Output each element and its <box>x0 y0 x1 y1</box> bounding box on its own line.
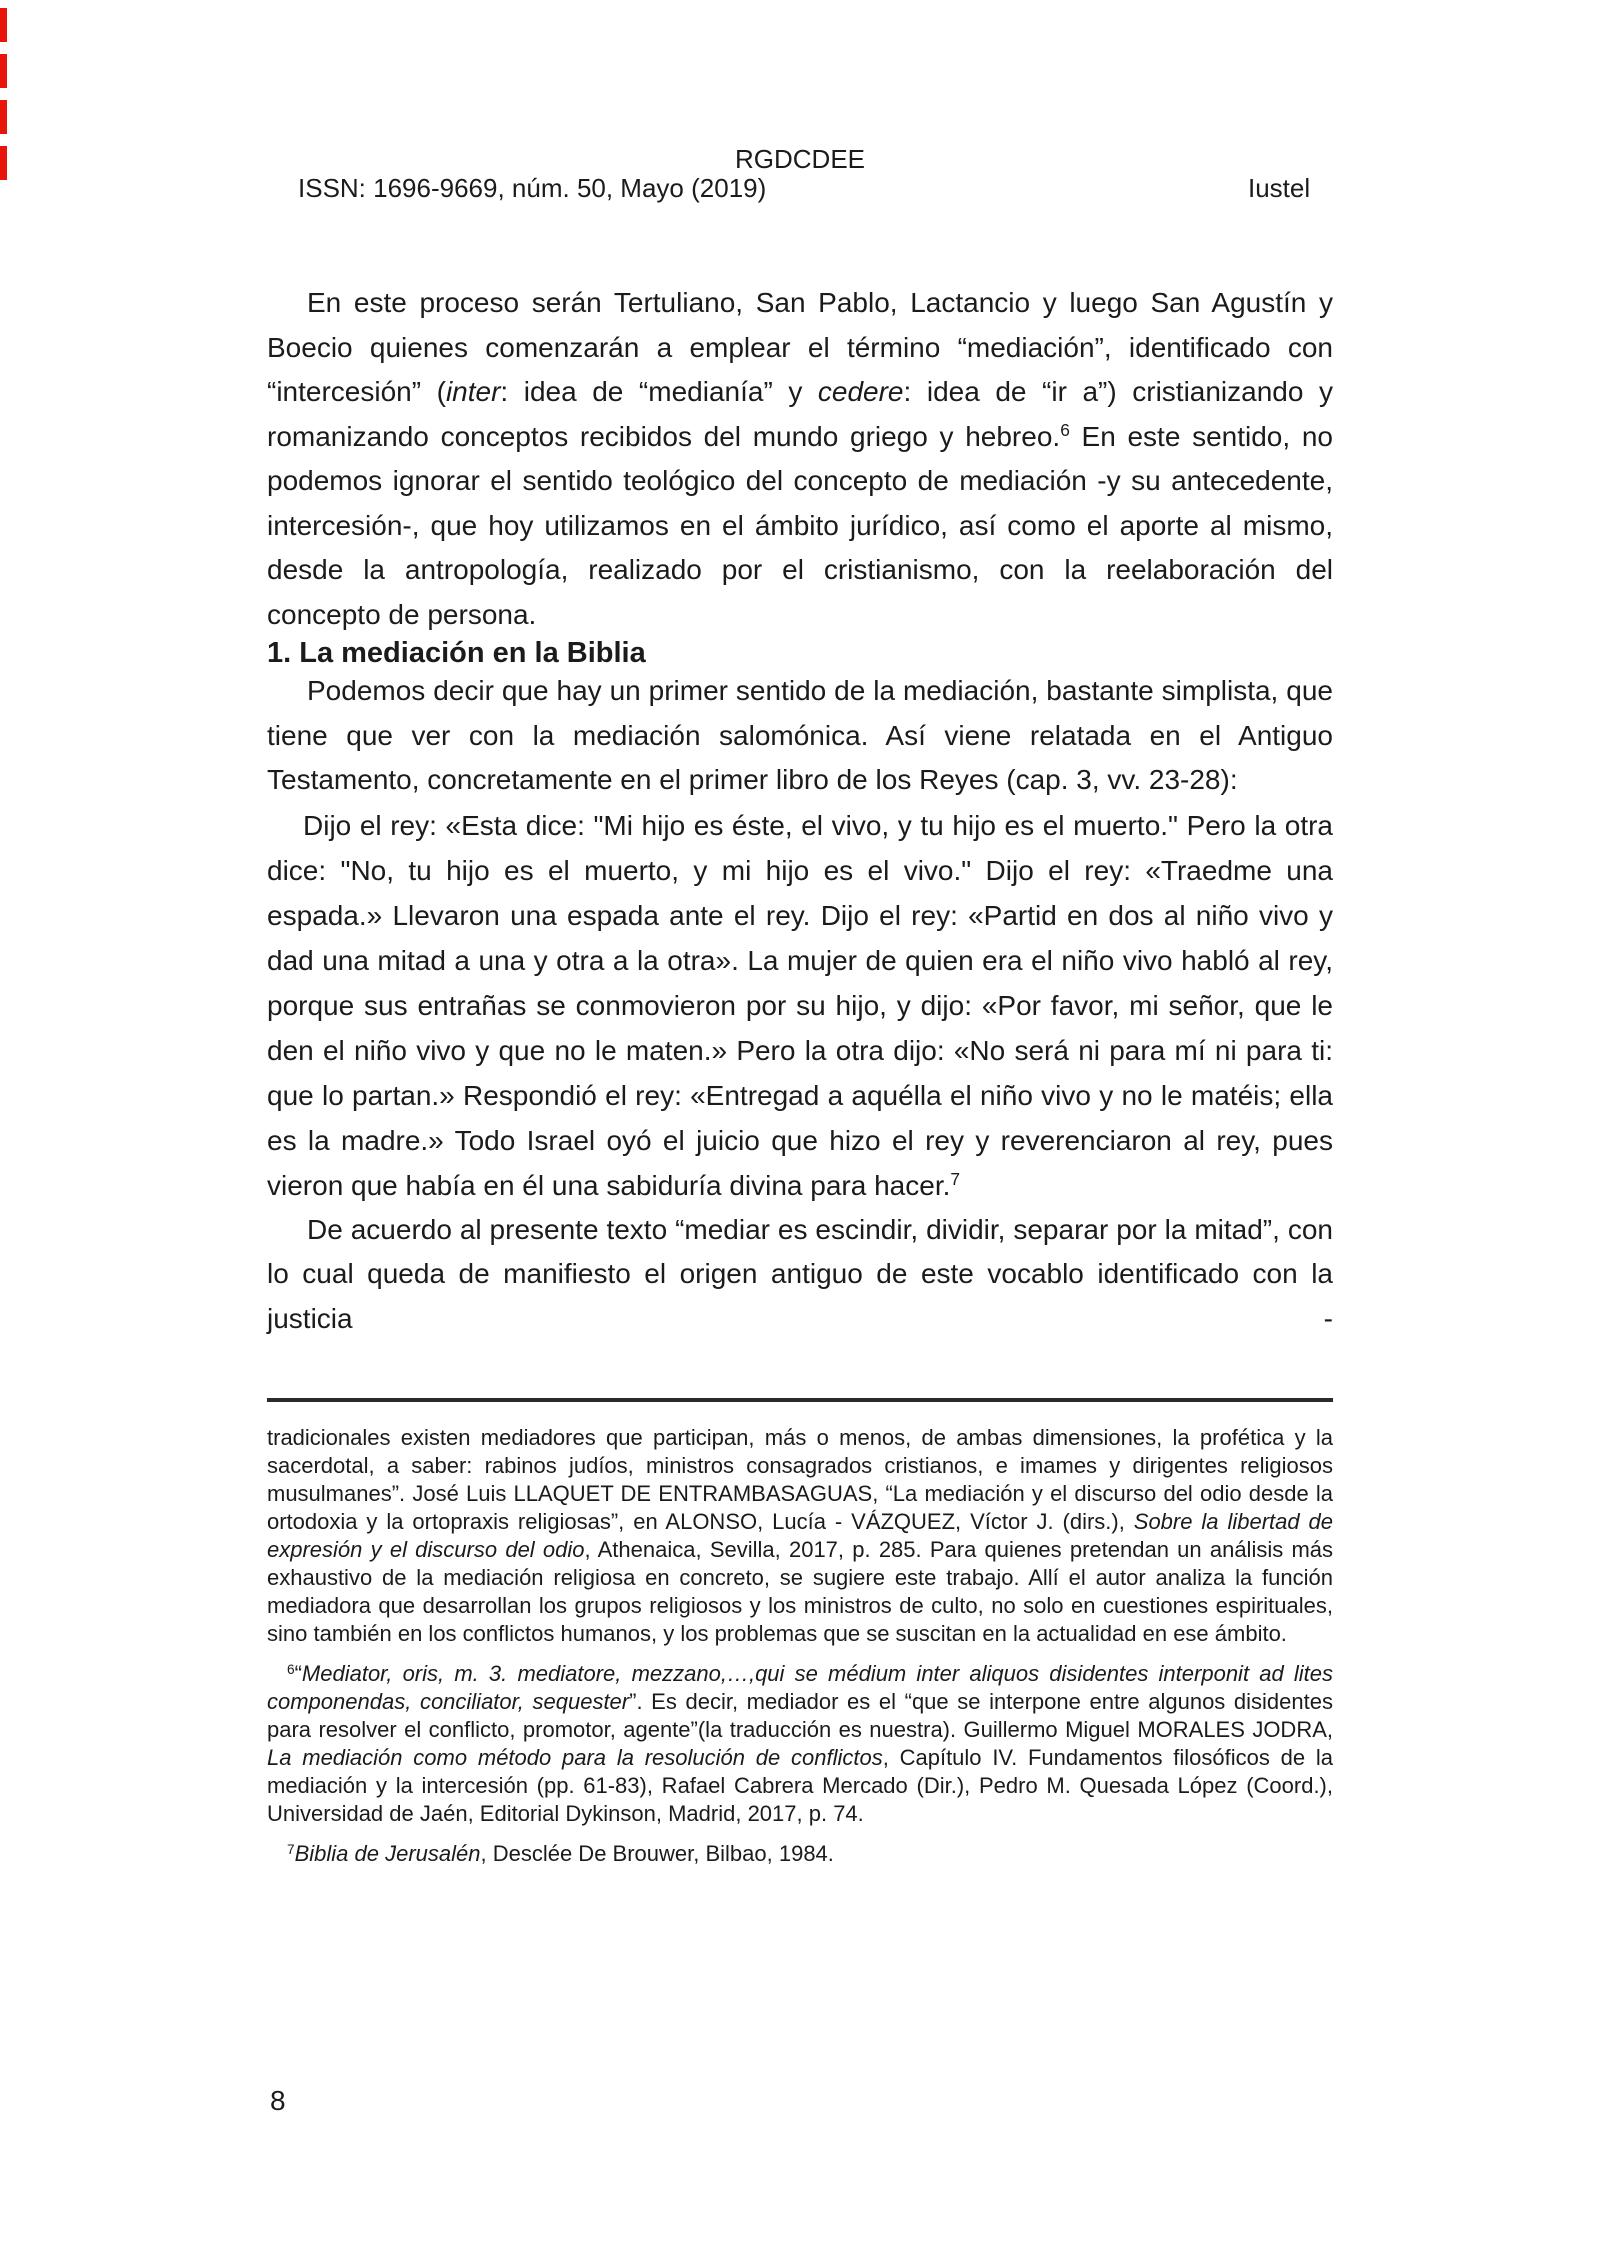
footnotes-block <box>267 1424 1333 1868</box>
issn-line: ISSN: 1696-9669, núm. 50, Mayo (2019) <box>298 173 767 203</box>
page-number: 8 <box>270 2085 286 2116</box>
journal-code: RGDCDEE <box>734 144 865 174</box>
body-paragraph-1: En este proceso serán Tertuliano, San Pablo, Lactancio y luego San Agustín y Boecio quienes comenzarán a emplear el término “mediación”, identificado con “intercesión” (inter: idea de “medianía” y cedere: idea de “ir a”) cristianizando y romanizando conceptos recibidos del mundo griego y hebreo.$^6$ En este sentido, no podemos ignorar el sentido teológico del concepto de mediación -y su antecedente, intercesión-, que hoy utilizamos en el ámbito jurídico, así como el aporte al mismo, desde la antropología, realizado por el cristianismo, con la reelaboración del concepto de persona. <box>267 287 1333 630</box>
section-heading: 1. La mediación en la Biblia <box>267 637 646 669</box>
footnote-continuation: tradicionales existen mediadores que participan, más o menos, de ambas dimensiones, la profética y la sacerdotal, a saber: rabinos judíos, ministros consagrados cristianos, e imames y dirigentes religiosos musulmanes”. José Luis LLAQUET DE ENTRAMBASAGUAS, “La mediación y el discurso del odio desde la ortodoxia y la ortopraxis religiosas”, en ALONSO, Lucía - VÁZQUEZ, Víctor J. (dirs.), Sobre la libertad de expresión y el discurso del odio, Athenaica, Sevilla, 2017, p. 285. Para quienes pretendan un análisis más exhaustivo de la mediación religiosa en concreto, se sugiere este trabajo. Allí el autor analiza la función mediadora que desarrollan los grupos religiosos y los ministros de culto, no solo en cuestiones espirituales, sino también en los conflictos humanos, y los problemas que se suscitan en la actualidad en ese ámbito. <box>267 1425 1334 1646</box>
body-paragraph-3: De acuerdo al presente texto “mediar es escindir, dividir, separar por la mitad”, con lo cual queda de manifiesto el origen antiguo de este vocablo identificado con la justicia - <box>267 1213 1333 1334</box>
body-paragraph-2: Podemos decir que hay un primer sentido de la mediación, bastante simplista, que tiene que ver con la mediación salomónica. Así viene relatada en el Antiguo Testamento, concretamente en el primer libro de los Reyes (cap. 3, vv. 23-28): <box>267 675 1333 795</box>
footnote-separator <box>267 1398 1333 1402</box>
publisher-name: Iustel <box>1248 173 1311 203</box>
footnote-7: $^7$Biblia de Jerusalén, Desclée De Brouwer, Bilbao, 1984. <box>287 1841 834 1866</box>
footnote-6: $^6$“Mediator, oris, m. 3. mediatore, mezzano,…,qui se médium inter aliquos disidentes interponit ad lites componendas, conciliator, sequester”. Es decir, mediador es el “que se interpone entre algunos disidentes para resolver el conflicto, promotor, agente”(la traducción es nuestra). Guillermo Miguel MORALES JODRA, La mediación como método para la resolución de conflictos, Capítulo IV. Fundamentos filosóficos de la mediación y la intercesión (pp. 61-83), Rafael Cabrera Mercado (Dir.), Pedro M. Quesada López (Coord.), Universidad de Jaén, Editorial Dykinson, Madrid, 2017, p. 74. <box>267 1661 1333 1826</box>
scripture-blockquote: Dijo el rey: «Esta dice: "Mi hijo es éste, el vivo, y tu hijo es el muerto." Pero la otra dice: "No, tu hijo es el muerto, y mi hijo es el vivo." Dijo el rey: «Traedme una espada.» Llevaron una espada ante el rey. Dijo el rey: «Partid en dos al niño vivo y dad una mitad a una y otra a la otra». La mujer de quien era el niño vivo habló al rey, porque sus entrañas se conmovieron por su hijo, y dijo: «Por favor, mi señor, que le den el niño vivo y que no le maten.» Pero la otra dijo: «No será ni para mí ni para ti: que lo partan.» Respondió el rey: «Entregad a aquélla el niño vivo y no le matéis; ella es la madre.» Todo Israel oyó el juicio que hizo el rey y reverenciaron al rey, pues vieron que había en él una sabiduría divina para hacer.$^7$ <box>267 809 1333 1201</box>
article-body <box>267 281 1333 1868</box>
